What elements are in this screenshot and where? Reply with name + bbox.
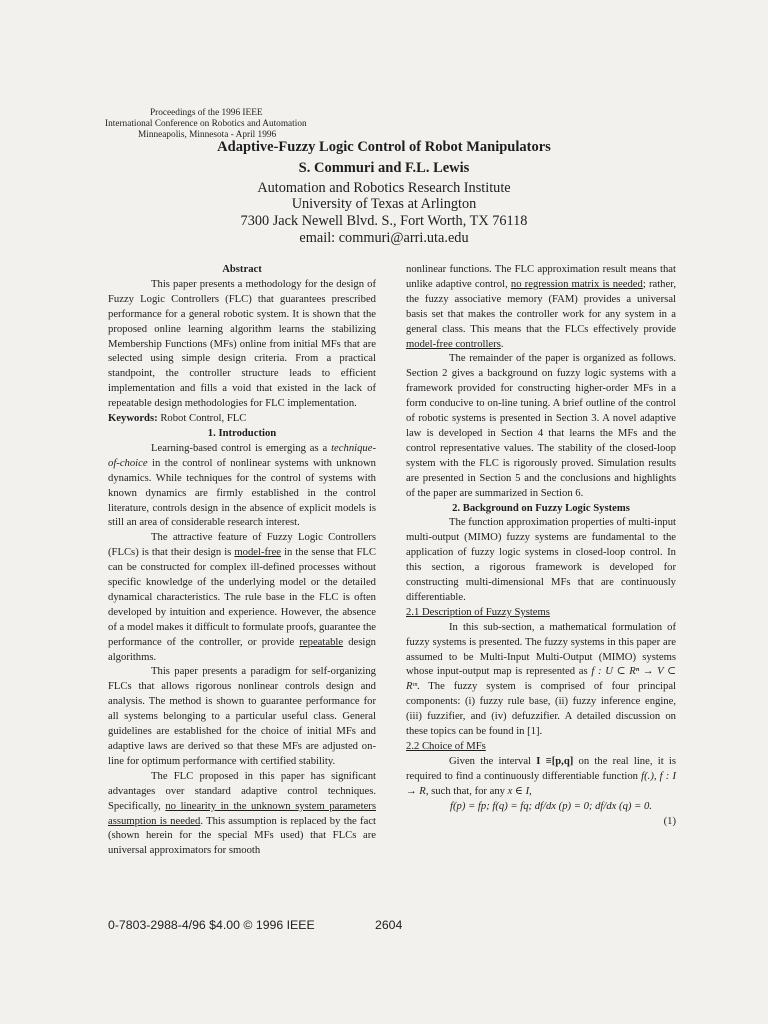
intro-heading: 1. Introduction [207,427,277,439]
text-run: In this sub-section, a mathematical formulation of fuzzy systems is presented. The fuzzy systems in this paper are assumed to be Multi-Input Multi-Output (MIMO) systems whose input-output map is represented as [406,621,676,678]
text-run: design algorithms. [108,636,376,663]
underlined-text: no linearity in the unknown system parameters assumption is needed [108,800,376,827]
affiliation-university: University of Texas at Arlington [291,196,477,212]
text-run: in the control of nonlinear systems with unknown dynamics. While techniques for the control of systems with known dynamics are firmly established in the control literature, controls design in the absence of explicit models is still an area of considerable research interest. [108,457,376,529]
text-run: Given the interval [449,755,537,767]
intro-paragraph-2 [108,531,376,665]
equation-number: (1) [663,815,676,827]
underlined-text: repeatable [299,636,344,648]
affiliation-email: email: commuri@arri.uta.edu [299,230,469,246]
page-number: 2604 [375,918,403,932]
intro-paragraph-4 [108,770,376,859]
subsection-2-2-paragraph [406,755,676,800]
text-run: The FLC proposed in this paper has significant advantages over standard adaptive control techniques. Specifically, [108,770,376,812]
authors: S. Commuri and F.L. Lewis [298,160,470,176]
text-run: in the sense that FLC can be constructed for complex ill-defined processes without specific knowledge of the underlying model or the detailed dynamical characteristics. The rule base in the FLC is often developed by intuition and experience. However, the absence of a model makes it difficult to formulate proofs, guarantee the performance of the controller, or provide [108,547,376,648]
paper-title: Adaptive-Fuzzy Logic Control of Robot Manipulators [217,139,551,155]
underlined-text: model-free [234,547,282,559]
left-column [108,263,376,859]
keywords-label: Keywords: [108,413,158,425]
right-column [406,263,676,829]
text-run: . [500,338,504,350]
underlined-text: no regression matrix is needed [510,278,643,290]
text-run: . The fuzzy system is comprised of four principal components: (i) fuzzy rule base, (ii) fuzzy inference engine, (iii) fuzzifier, and (iv) defuzzifier. A detailed discussion on these topics can be found in [1]. [406,681,676,738]
text-run: Learning-based control is emerging as a [151,442,332,454]
subsection-2-1-paragraph [406,621,676,740]
proceedings-line-3: Minneapolis, Minnesota - April 1996 [138,130,277,140]
intro-paragraph-5 [406,263,676,352]
equation-1: f(p) = fp; f(q) = fq; df/dx (p) = 0; df/dx (q) = 0. [450,800,652,812]
inline-math: I ≡[p,q] [536,755,574,767]
proceedings-line-2: International Conference on Robotics and Automation [105,119,307,129]
text-run: ; rather, the fuzzy associative memory (FAM) provides a universal basis set that makes the controller work for any system in a general class. This means that the FLCs effectively provide [406,278,677,335]
section-2-paragraph: The function approximation properties of multi-input multi-output (MIMO) fuzzy systems are fundamental to the application of fuzzy logic systems in closed-loop control. In this section, a rigorous framework is developed for constructing multi-dimensional MFs that are continuously differentiable. [406,517,676,603]
text-run: . This assumption is replaced by the fact (shown herein for the special MFs used) that FLCs are universal approximators for smooth [108,815,376,857]
subsection-2-1-heading: 2.1 Description of Fuzzy Systems [406,606,550,618]
emphasis: technique-of-choice [108,442,376,469]
text-run: , [529,785,532,797]
proceedings-line-1: Proceedings of the 1996 IEEE [150,108,263,118]
text-run: nonlinear functions. The FLC approximation result means that unlike adaptive control, [406,264,676,290]
text-run: on the real line, it is required to find a continuously differentiable function [406,755,676,782]
abstract-heading: Abstract [222,264,262,275]
inline-math: f : U ⊂ Rⁿ → V ⊂ Rᵐ [406,666,677,693]
footer-copyright: 0-7803-2988-4/96 $4.00 © 1996 IEEE [108,918,315,932]
subsection-2-2-heading: 2.2 Choice of MFs [406,741,486,752]
affiliation-address: 7300 Jack Newell Blvd. S., Fort Worth, TX 76118 [240,213,528,229]
intro-paragraph-1 [108,442,376,531]
text-run: , such that, for any [425,785,508,797]
abstract-text: This paper presents a methodology for the design of Fuzzy Logic Controllers (FLC) that guarantees prescribed performance for a general robotic system. It is shown that the proposed online learning algorithm learns the stabilizing Membership Functions (MFs) online from initial MFs that are selected using simple design criteria. From a practical standpoint, the controller structure leads to efficient implementation and fills a void that existed in the lack of repeatable design methodologies for FLC implementation. [108,278,376,410]
affiliation-institute: Automation and Robotics Research Institute [257,180,511,196]
inline-math: f(.), f : I → R [406,770,676,797]
inline-math: x ∈ I [507,785,530,797]
intro-paragraph-3: This paper presents a paradigm for self-organizing FLCs that allows rigorous nonlinear controls design and analysis. The method is shown to guarantee performance for all systems belonging to a particular useful class. General guidelines are established for the choice of initial MFs and adaptive laws are derived so that these MFs are adjusted on-line for optimum performance with certified stability. [108,666,376,767]
intro-paragraph-6: The remainder of the paper is organized as follows. Section 2 gives a background on fuzzy logic systems with a framework provided for constructing higher-order MFs in a form conducive to on-line tuning. A brief outline of the control of robotic systems is presented in Section 3. A novel adaptive law is developed in Section 4 that learns the MFs and the control representative values. The stability of the closed-loop system with the FLC is rigorously proved. Simulation results are presented in Section 5 and the conclusions and highlights of the paper are summarized in Section 6. [406,353,676,499]
text-run: The attractive feature of Fuzzy Logic Controllers (FLCs) is that their design is [108,532,376,559]
keywords [108,412,376,427]
section-2-heading: 2. Background on Fuzzy Logic Systems [452,502,630,514]
underlined-text: model-free controllers [406,338,501,350]
keywords-text: Robot Control, FLC [157,413,247,425]
